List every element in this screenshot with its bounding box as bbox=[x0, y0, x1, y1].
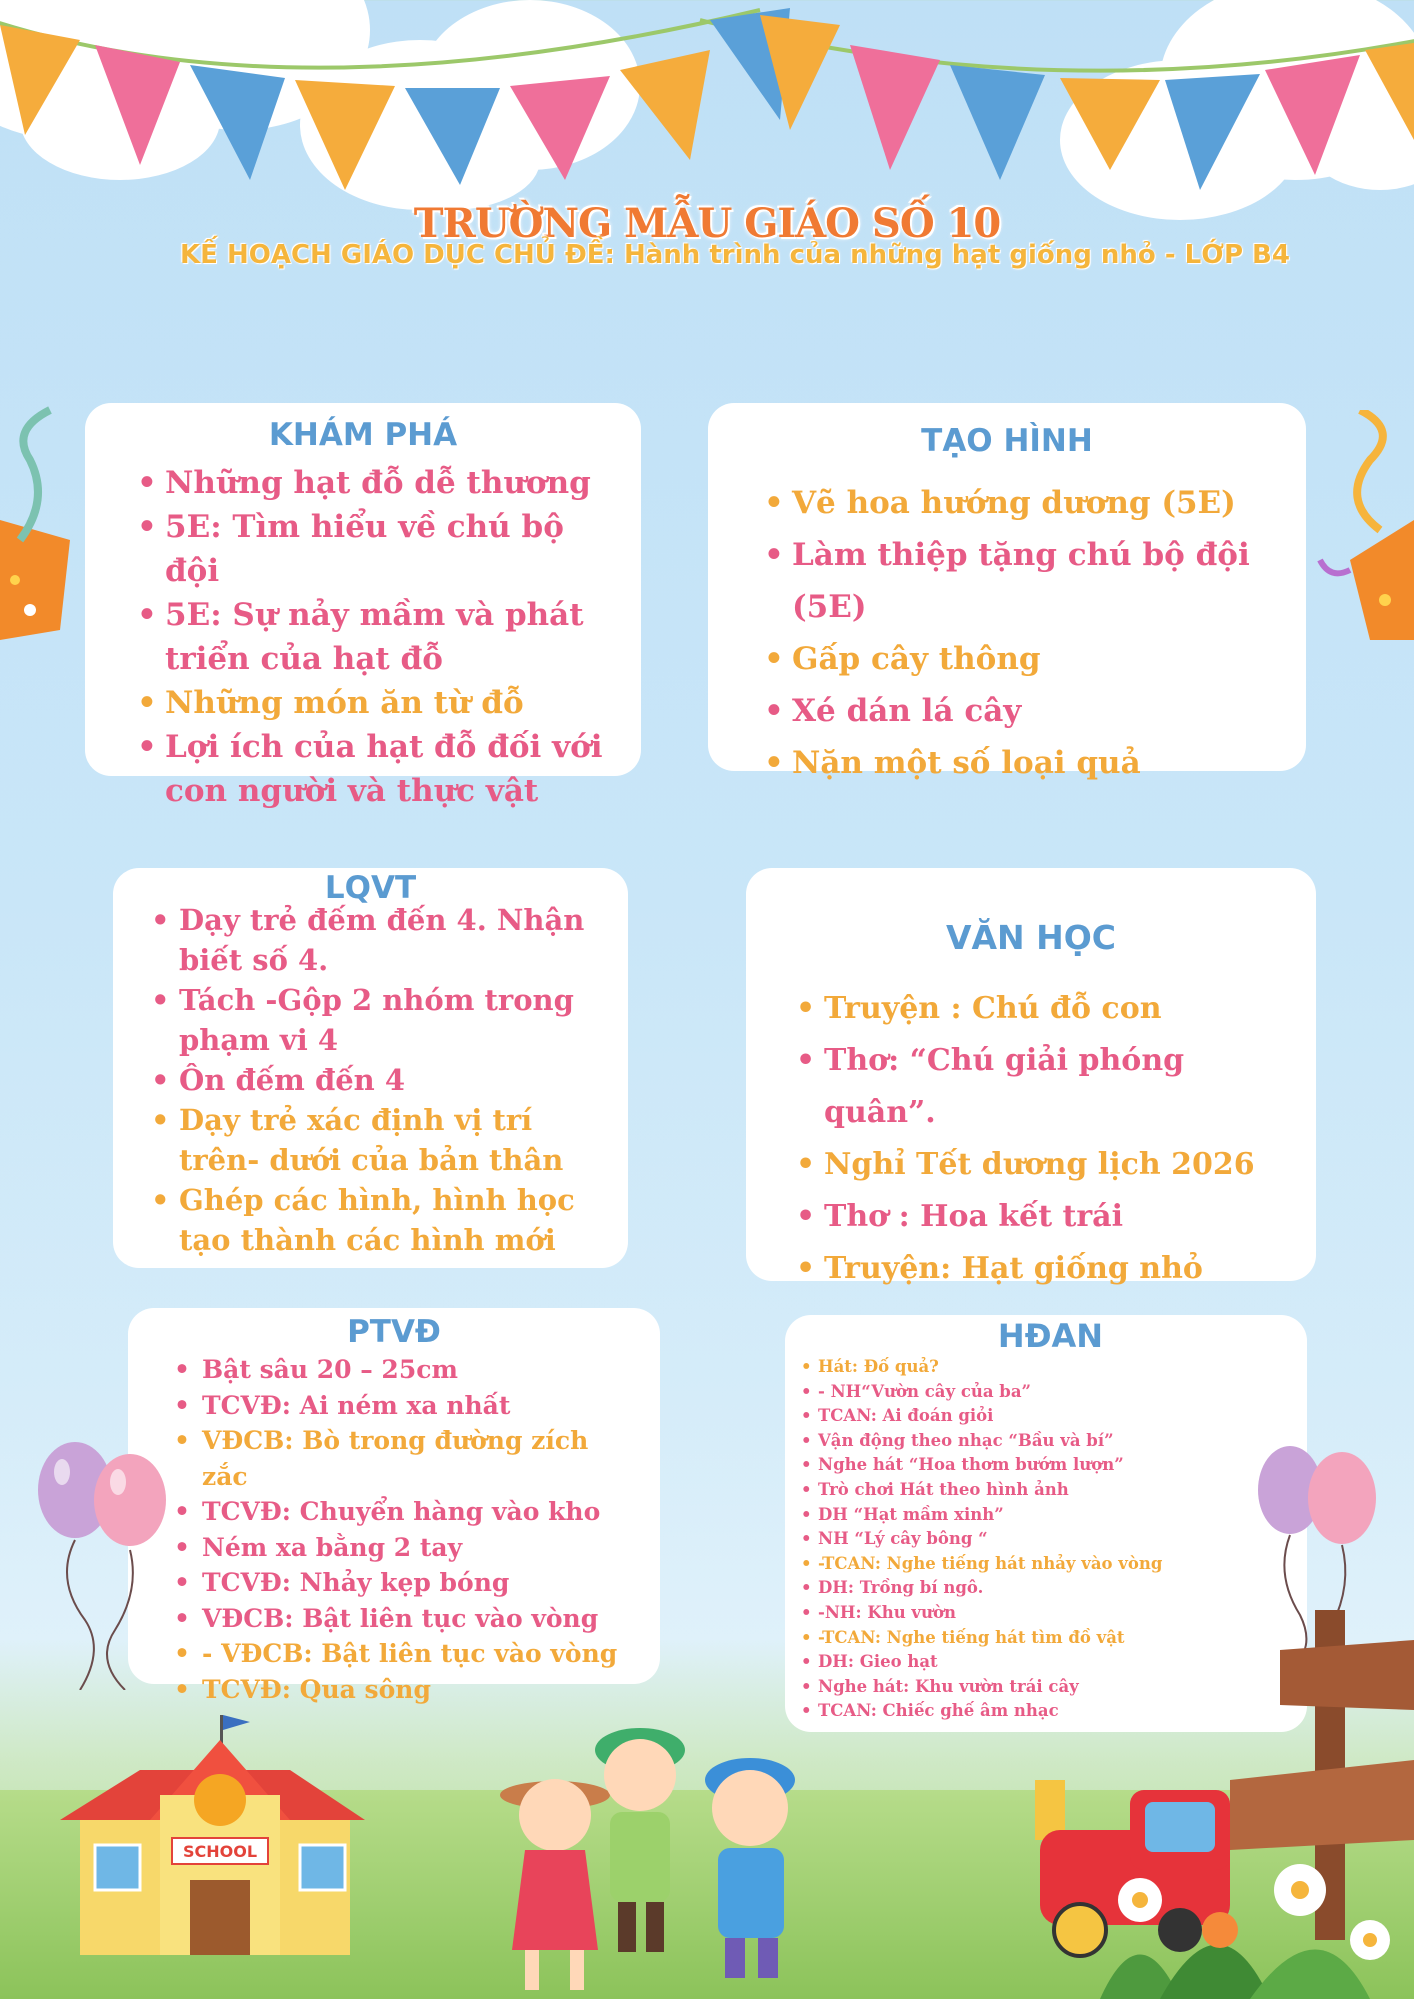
list-item: • 5E: Sự nảy mầm và phát triển của hạt đỗ bbox=[165, 593, 611, 681]
plan-title: KẾ HOẠCH GIÁO DỤC CHỦ ĐỀ: Hành trình của những hạt giống nhỏ - LỚP B4 bbox=[180, 240, 1290, 270]
party-horn-right-icon bbox=[1310, 410, 1414, 640]
list-item: • TCVĐ: Qua sông bbox=[202, 1672, 640, 1708]
section-title: KHÁM PHÁ bbox=[268, 417, 458, 453]
list-item: • Những hạt đỗ dễ thương bbox=[165, 461, 611, 505]
list-item: • Vận động theo nhạc “Bầu và bí” bbox=[818, 1429, 1297, 1454]
list-item: • Ôn đếm đến 4 bbox=[179, 1060, 608, 1100]
list-item: • Lợi ích của hạt đỗ đối với con người và thực vật bbox=[165, 725, 611, 813]
list-item: • 5E: Tìm hiểu về chú bộ đội bbox=[165, 505, 611, 593]
section-title: VĂN HỌC bbox=[945, 918, 1117, 957]
school-name: TRƯỜNG MẪU GIÁO SỐ 10 bbox=[413, 200, 1001, 247]
list-item: • Thơ: “Chú giải phóng quân”. bbox=[824, 1035, 1296, 1139]
section-list bbox=[202, 1352, 640, 1707]
list-item: • Ném xa bằng 2 tay bbox=[202, 1530, 640, 1566]
list-item: • Hát: Đố quả? bbox=[818, 1355, 1297, 1380]
card-tao-hinh bbox=[708, 403, 1306, 781]
list-item: • TCVĐ: Nhảy kẹp bóng bbox=[202, 1565, 640, 1601]
card-kham-pha bbox=[85, 403, 641, 809]
list-item: • TCVĐ: Ai ném xa nhất bbox=[202, 1388, 640, 1424]
card-van-hoc bbox=[746, 868, 1316, 1286]
list-item: • NH “Lý cây bông “ bbox=[818, 1527, 1297, 1552]
list-item: • Thơ : Hoa kết trái bbox=[824, 1191, 1296, 1243]
card-lqvt bbox=[113, 868, 628, 1268]
list-item: • Làm thiệp tặng chú bộ đội (5E) bbox=[792, 529, 1286, 633]
list-item: • - VĐCB: Bật liên tục vào vòng bbox=[202, 1636, 640, 1672]
list-item: • DH: Gieo hạt bbox=[818, 1650, 1297, 1675]
list-item: • Gấp cây thông bbox=[792, 633, 1286, 685]
list-item: • Bật sâu 20 – 25cm bbox=[202, 1352, 640, 1388]
party-horn-left-icon bbox=[0, 400, 90, 650]
school-sign: SCHOOL bbox=[182, 1842, 258, 1861]
list-item: • Vẽ hoa hướng dương (5E) bbox=[792, 477, 1286, 529]
list-item: • Truyện: Hạt giống nhỏ bbox=[824, 1243, 1296, 1295]
list-item: • Tách -Gộp 2 nhóm trong phạm vi 4 bbox=[179, 980, 608, 1060]
list-item: • Xé dán lá cây bbox=[792, 685, 1286, 737]
section-list bbox=[179, 900, 608, 1260]
section-title: PTVĐ bbox=[347, 1314, 441, 1350]
list-item: • VĐCB: Bò trong đường zích zắc bbox=[202, 1423, 640, 1494]
list-item: • Nặn một số loại quả bbox=[792, 737, 1286, 789]
list-item: • Trò chơi Hát theo hình ảnh bbox=[818, 1478, 1297, 1503]
list-item: • Những món ăn từ đỗ bbox=[165, 681, 611, 725]
list-item: • Dạy trẻ đếm đến 4. Nhận biết số 4. bbox=[179, 900, 608, 980]
card-ptvd bbox=[128, 1308, 660, 1704]
flowers-icon bbox=[1100, 1830, 1414, 1999]
section-title: TẠO HÌNH bbox=[921, 423, 1093, 459]
list-item: • -NH: Khu vườn bbox=[818, 1601, 1297, 1626]
section-title: LQVT bbox=[324, 870, 417, 906]
list-item: • TCAN: Chiếc ghế âm nhạc bbox=[818, 1699, 1297, 1724]
balloons-left-icon bbox=[30, 1430, 180, 1690]
list-item: • -TCAN: Nghe tiếng hát tìm đồ vật bbox=[818, 1626, 1297, 1651]
list-item: • Dạy trẻ xác định vị trí trên- dưới của bản thân bbox=[179, 1100, 608, 1180]
list-item: • TCVĐ: Chuyển hàng vào kho bbox=[202, 1494, 640, 1530]
section-list bbox=[792, 477, 1286, 789]
list-item: • Nghe hát: Khu vườn trái cây bbox=[818, 1675, 1297, 1700]
list-item: • Truyện : Chú đỗ con bbox=[824, 983, 1296, 1035]
list-item: • DH: Trồng bí ngô. bbox=[818, 1576, 1297, 1601]
list-item: • -TCAN: Nghe tiếng hát nhảy vào vòng bbox=[818, 1552, 1297, 1577]
list-item: • VĐCB: Bật liên tục vào vòng bbox=[202, 1601, 640, 1637]
list-item: • - NH“Vườn cây của ba” bbox=[818, 1380, 1297, 1405]
list-item: • Nghỉ Tết dương lịch 2026 bbox=[824, 1139, 1296, 1191]
list-item: • Nghe hát “Hoa thơm bướm lượn” bbox=[818, 1453, 1297, 1478]
section-title: HĐAN bbox=[997, 1317, 1104, 1355]
section-list bbox=[824, 983, 1296, 1295]
children-icon bbox=[480, 1720, 880, 1999]
section-list bbox=[165, 461, 611, 813]
school-building-icon bbox=[60, 1710, 370, 1960]
list-item: • TCAN: Ai đoán giỏi bbox=[818, 1404, 1297, 1429]
list-item: • DH “Hạt mầm xinh” bbox=[818, 1503, 1297, 1528]
list-item: • Ghép các hình, hình học tạo thành các hình mới bbox=[179, 1180, 608, 1260]
bunting-flags-icon bbox=[0, 0, 1414, 220]
